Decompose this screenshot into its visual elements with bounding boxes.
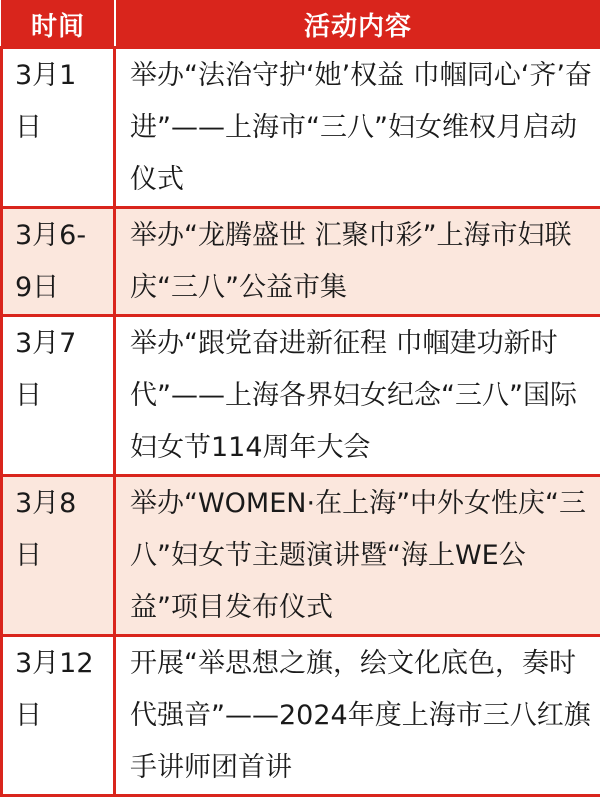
table-row xyxy=(2,476,600,636)
table-row xyxy=(2,208,600,316)
row-activity: 举办“WOMEN·在上海”中外女性庆“三八”妇女节主题演讲暨“海上WE公益”项目发布仪式 xyxy=(115,476,600,636)
row-date: 3月6-9日 xyxy=(2,208,115,316)
row-activity: 举办“跟党奋进新征程 巾帼建功新时代”——上海各界妇女纪念“三八”国际妇女节114周年大会 xyxy=(115,316,600,476)
row-date: 3月7日 xyxy=(2,316,115,476)
table-row xyxy=(2,48,600,208)
table-header-row xyxy=(2,1,600,48)
row-date: 3月1日 xyxy=(2,48,115,208)
row-activity: 举办“法治守护‘她’权益 巾帼同心‘齐’奋进”——上海市“三八”妇女维权月启动仪式 xyxy=(115,48,600,208)
row-activity: 开展“举思想之旗，绘文化底色，奏时代强音”——2024年度上海市三八红旗手讲师团首讲 xyxy=(115,636,600,796)
time-column-header: 时间 xyxy=(2,1,115,48)
row-activity: 举办“龙腾盛世 汇聚巾彩”上海市妇联庆“三八”公益市集 xyxy=(115,208,600,316)
table-row xyxy=(2,316,600,476)
activity-column-header: 活动内容 xyxy=(115,1,600,48)
table-row xyxy=(2,636,600,796)
row-date: 3月12日 xyxy=(2,636,115,796)
row-date: 3月8日 xyxy=(2,476,115,636)
